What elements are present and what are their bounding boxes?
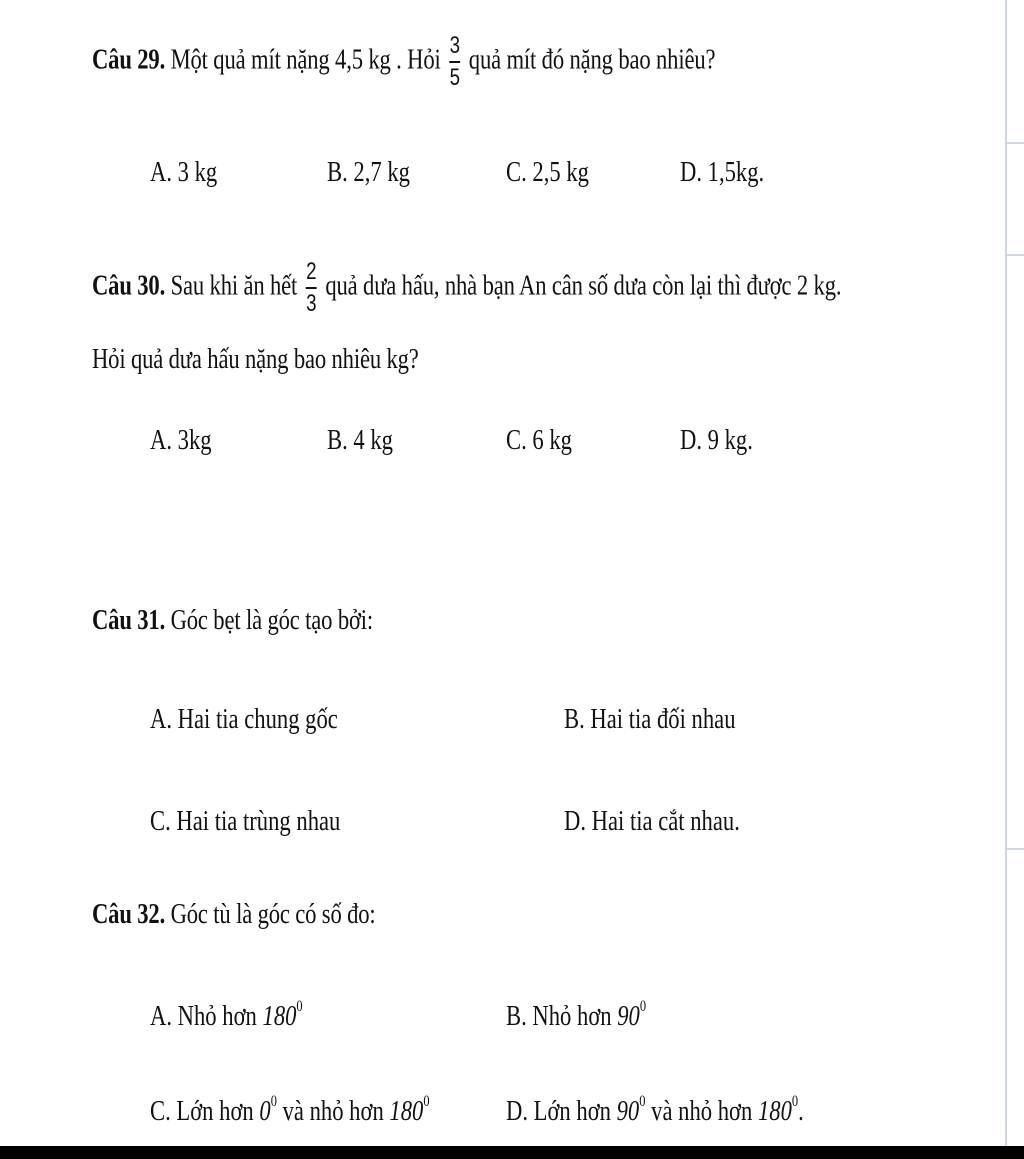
option-a	[150, 1000, 303, 1033]
option-a: A. Hai tia chung gốc	[150, 703, 338, 735]
question-label: Câu 29.	[92, 43, 166, 76]
question-text: quả mít đó nặng bao nhiêu?	[468, 43, 716, 76]
option-text: .	[798, 1095, 804, 1127]
option-text: D. Lớn hơn	[506, 1095, 611, 1127]
question-text: Góc bẹt là góc tạo bởi:	[170, 604, 374, 636]
question-30-line-2: Hỏi quả dưa hấu nặng bao nhiêu kg?	[92, 343, 419, 375]
fraction-denominator: 5	[449, 64, 460, 91]
degree-sup: 0	[270, 1093, 277, 1111]
option-d: D. 9 kg.	[680, 424, 753, 456]
question-text: Sau khi ăn hết	[170, 269, 298, 302]
fraction-denominator: 3	[306, 290, 317, 317]
option-text: A. Nhỏ hơn	[150, 1000, 257, 1032]
question-label: Câu 30.	[92, 269, 166, 302]
angle-value: 180	[389, 1095, 424, 1127]
option-c: C. Hai tia trùng nhau	[150, 805, 341, 837]
option-text: B. Nhỏ hơn	[506, 1000, 612, 1032]
fraction	[449, 34, 460, 90]
fraction	[306, 260, 317, 316]
degree-sup: 0	[639, 998, 647, 1016]
angle-value: 90	[617, 1000, 640, 1032]
angle-value: 0	[259, 1095, 271, 1127]
option-c: C. 6 kg	[506, 424, 572, 456]
angle-value: 180	[757, 1095, 792, 1127]
degree-sup: 0	[639, 1093, 646, 1111]
question-label: Câu 31.	[92, 604, 166, 636]
option-c: C. 2,5 kg	[506, 156, 589, 188]
question-30	[92, 260, 841, 316]
cut-off-text-fragments	[90, 0, 830, 4]
question-31	[92, 604, 373, 637]
angle-value: 90	[616, 1095, 640, 1127]
question-text: Một quả mít nặng 4,5 kg . Hỏi	[170, 43, 441, 76]
angle-value: 180	[262, 1000, 297, 1032]
question-32	[92, 898, 376, 931]
page-border-tick	[1005, 142, 1024, 144]
option-d: D. Hai tia cắt nhau.	[564, 805, 740, 837]
option-c	[150, 1095, 430, 1128]
question-text: quả dưa hấu, nhà bạn An cân số dưa còn lại thì được 2 kg.	[325, 269, 842, 302]
question-29	[92, 34, 715, 90]
degree-sup: 0	[791, 1093, 799, 1111]
option-text: C. Lớn hơn	[150, 1095, 254, 1127]
question-text: Góc tù là góc có số đo:	[170, 898, 376, 930]
degree-sup: 0	[423, 1093, 430, 1111]
option-d	[506, 1095, 804, 1128]
page-border-line	[1005, 0, 1007, 1146]
bottom-edge-bar	[0, 1146, 1024, 1159]
option-a: A. 3 kg	[150, 156, 218, 188]
fraction-numerator: 3	[449, 32, 460, 59]
option-b: B. 4 kg	[327, 424, 393, 456]
fraction-numerator: 2	[306, 258, 317, 285]
option-b	[506, 1000, 646, 1033]
option-d: D. 1,5kg.	[680, 156, 765, 188]
page-border-tick	[1005, 254, 1024, 256]
question-label: Câu 32.	[92, 898, 166, 930]
option-a: A. 3kg	[150, 424, 212, 456]
option-text: và nhỏ hơn	[282, 1095, 384, 1127]
page-border-tick	[1005, 848, 1024, 850]
option-text: và nhỏ hơn	[651, 1095, 753, 1127]
option-b: B. Hai tia đối nhau	[564, 703, 736, 735]
option-b: B. 2,7 kg	[327, 156, 410, 188]
degree-sup: 0	[296, 998, 303, 1016]
